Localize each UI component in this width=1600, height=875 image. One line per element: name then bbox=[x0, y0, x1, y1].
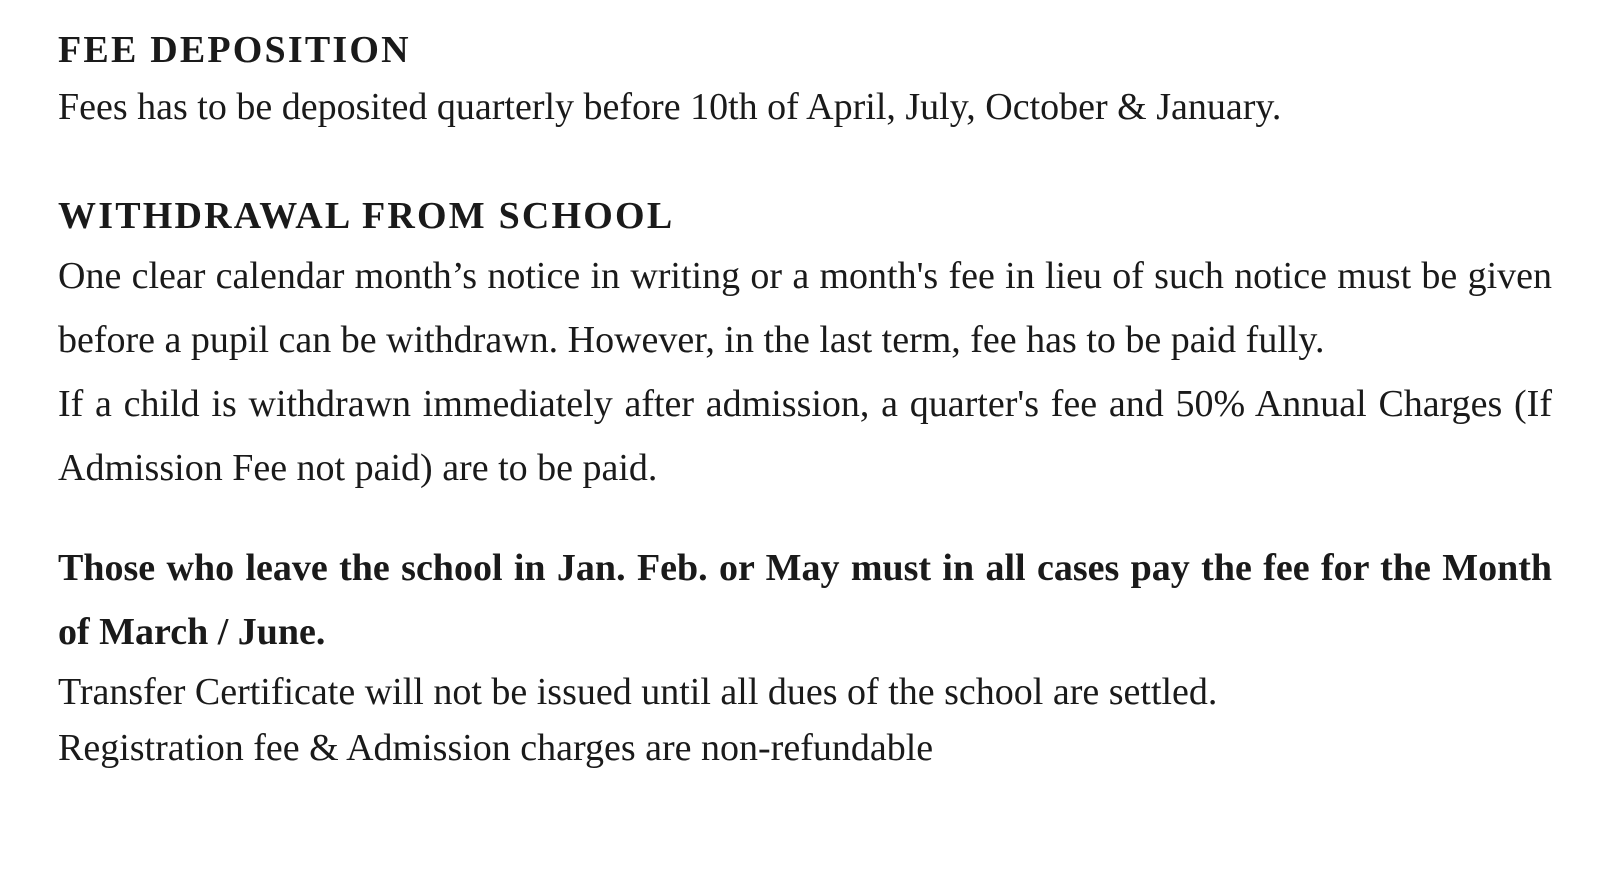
transfer-certificate-notice: Transfer Certificate will not be issued until all dues of the school are settled. bbox=[58, 671, 1218, 713]
leaving-fee-notice: Those who leave the school in Jan. Feb. or May must in all cases pay the fee for the Month of March / June. bbox=[58, 547, 1552, 653]
non-refundable-notice: Registration fee & Admission charges are non-refundable bbox=[58, 727, 934, 769]
document-page bbox=[58, 22, 1552, 776]
withdrawal-section bbox=[58, 188, 1552, 500]
fee-deposition-heading: FEE DEPOSITION bbox=[58, 29, 411, 71]
notice-section bbox=[58, 536, 1552, 776]
fee-deposition-text: Fees has to be deposited quarterly before 10th of April, July, October & January. bbox=[58, 86, 1282, 128]
withdrawal-notice-paragraph: One clear calendar month’s notice in writing or a month's fee in lieu of such notice must be given before a pupil can be withdrawn. However, in the last term, fee has to be paid fully. bbox=[58, 255, 1552, 361]
withdrawal-heading: WITHDRAWAL FROM SCHOOL bbox=[58, 195, 675, 237]
section-spacer bbox=[58, 136, 1552, 188]
withdrawal-admission-paragraph: If a child is withdrawn immediately after admission, a quarter's fee and 50% Annual Charges (If Admission Fee not paid) are to be paid. bbox=[58, 383, 1552, 489]
section-spacer bbox=[58, 500, 1552, 536]
fee-deposition-section bbox=[58, 22, 1552, 136]
